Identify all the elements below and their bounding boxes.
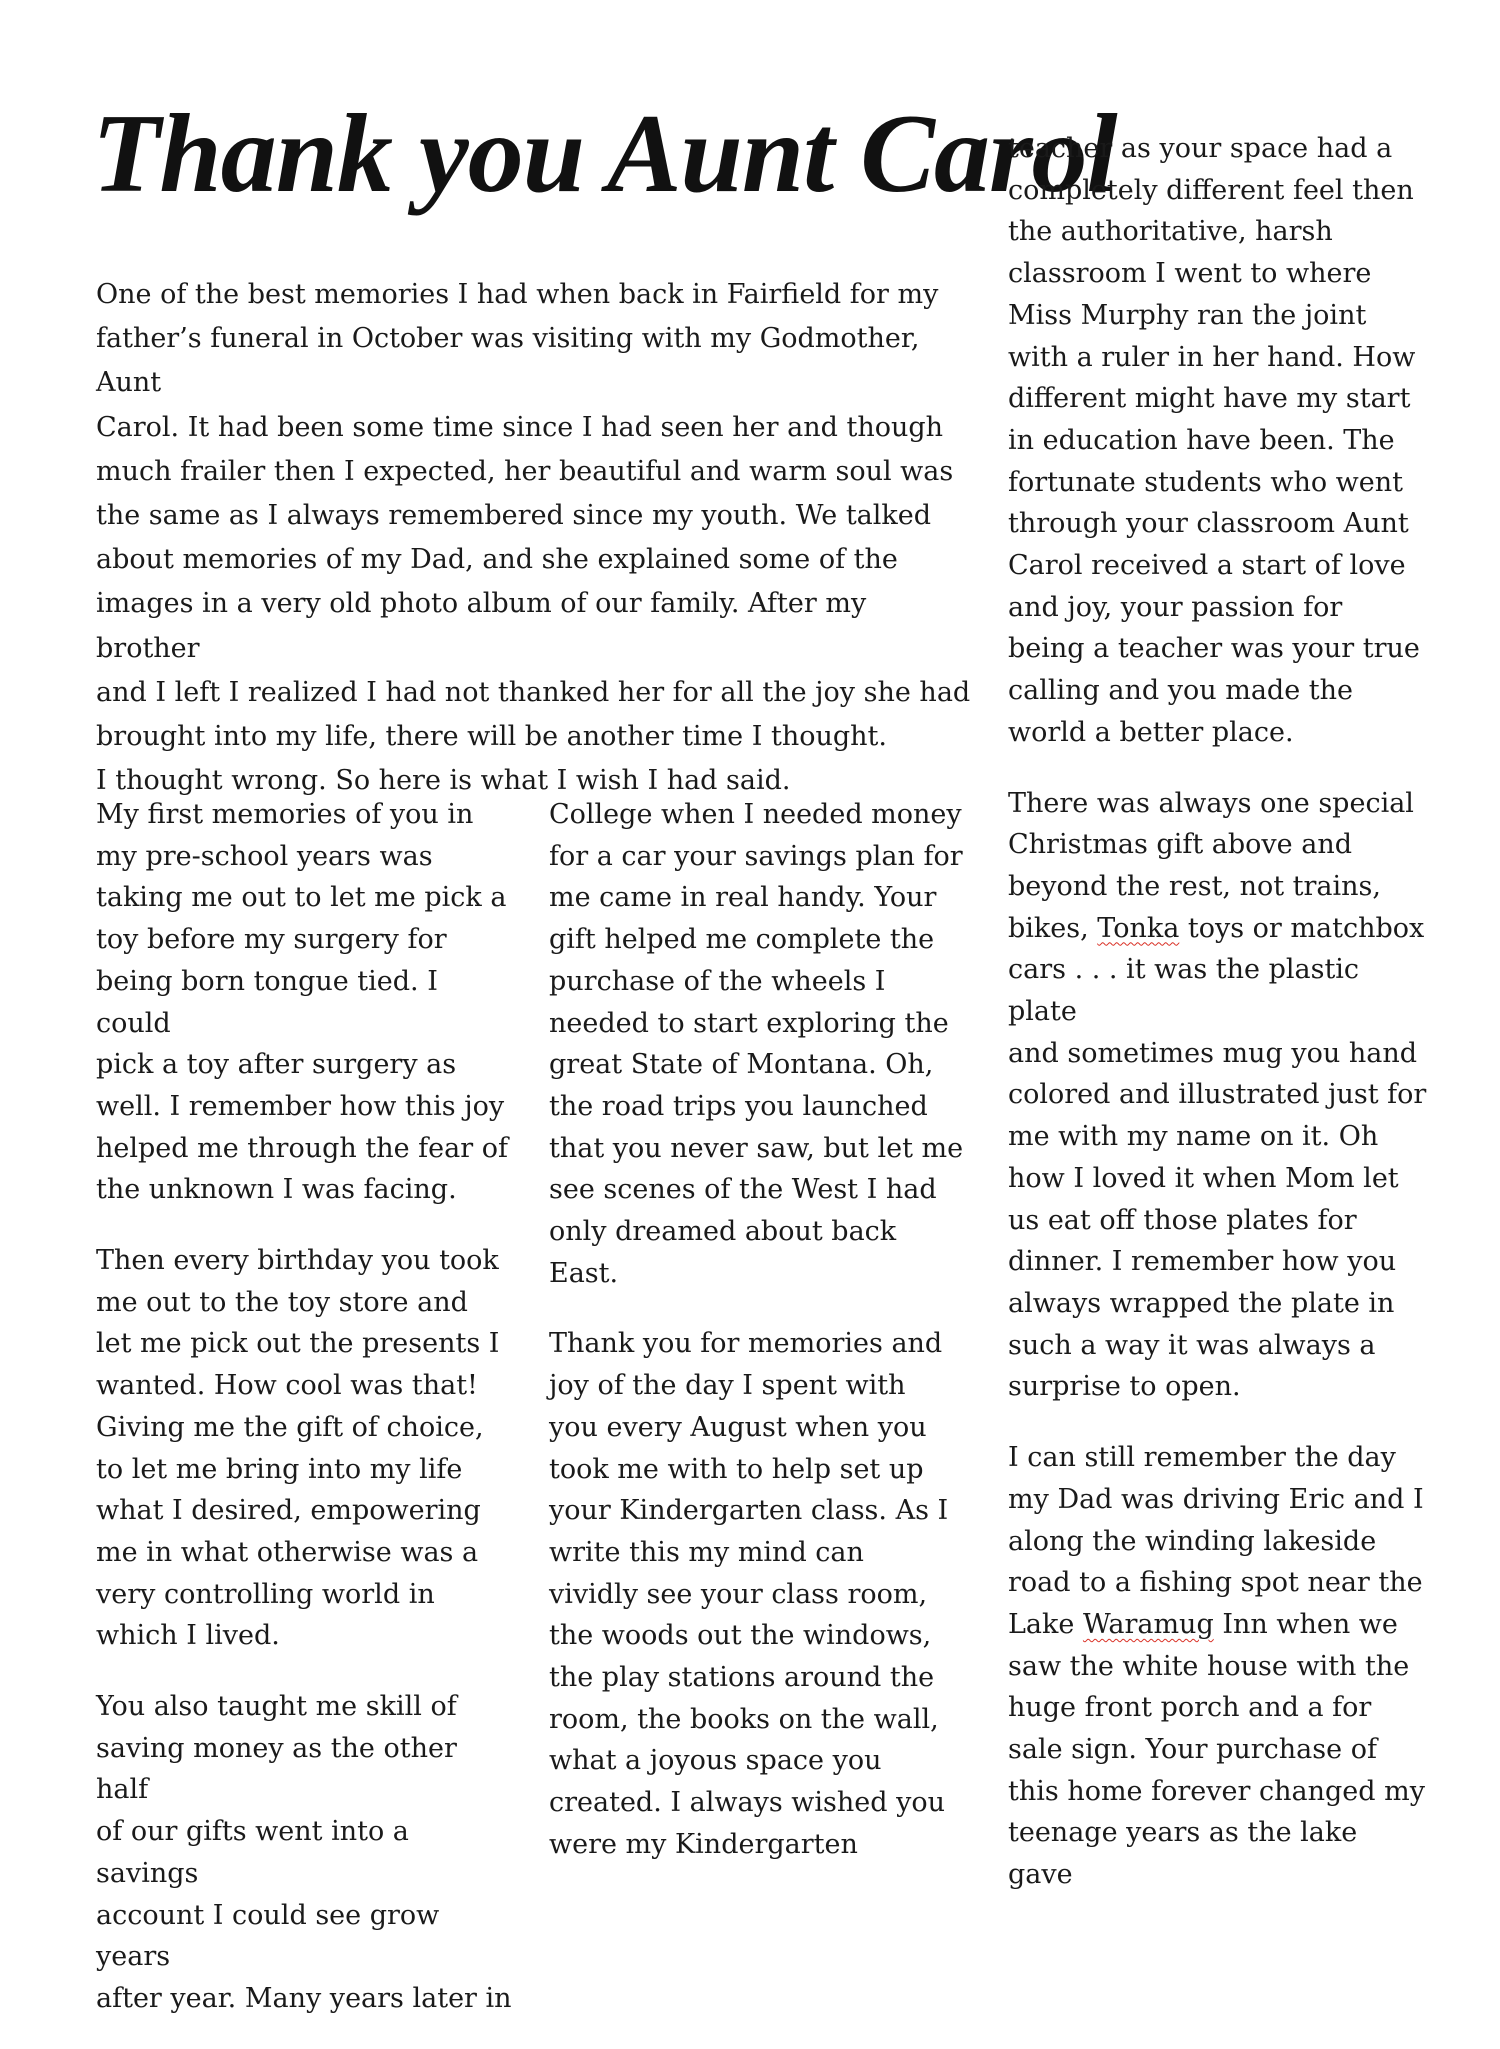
- spellcheck-flagged-word[interactable]: Tonka: [1097, 912, 1180, 944]
- text-run: Inn when we saw the white house with the huge front porch and a for sale sign. Your purchase of this home forever changed my teenage years as the lake gave: [1008, 1608, 1425, 1891]
- intro-paragraph: One of the best memories I had when back in Fairfield for my father’s funeral in October was visiting with my Godmother, Aunt Carol. It had been some time since I had seen her and though much frailer then I expected, her beautiful and warm soul was the same as I always remembered since my youth. We talked about memories of my Dad, and she explained some of the images in a very old photo album of our family. After my brother and I left I realized I had not thanked her for all the joy she had brought into my life, there will be another time I thought. I thought wrong. So here is what I wish I had said.: [96, 279, 971, 797]
- page-title: Thank you Aunt Carol: [92, 92, 1117, 216]
- text-run: There was always one special Christmas gift above and beyond the rest, not trains, bikes,: [1008, 787, 1414, 944]
- text-run: toys or matchbox cars . . . it was the plastic plate and sometimes mug you hand colored and illustrated just for me with my name on it. Oh how I loved it when Mom let us eat off those plates for dinner. I remember how you always wrapped the plate in such a way it was always a surprise to open.: [1008, 912, 1427, 1403]
- paragraph: [1008, 783, 1428, 1409]
- text-run: I can still remember the day my Dad was driving Eric and I along the winding lakeside road to a fishing spot near the Lake: [1008, 1442, 1424, 1640]
- paragraph: teacher as your space had a completely different feel then the authoritative, harsh classroom I went to where Miss Murphy ran the joint with a ruler in her hand. How different might have my start in education have been. The fortunate students who went through your classroom Aunt Carol received a start of love and joy, your passion for being a teacher was your true calling and you made the world a better place.: [1008, 133, 1420, 748]
- paragraph: Thank you for memories and joy of the day I spent with you every August when you took me with to help set up your Kindergarten class. As I write this my mind can vividly see your class room, the woods out the windows, the play stations around the room, the books on the wall, what a joyous space you created. I always wished you were my Kindergarten: [549, 1328, 949, 1860]
- paragraph: College when I needed money for a car your savings plan for me came in real handy. Your gift helped me complete the purchase of the wheels I needed to start exploring the great State of Montana. Oh, the road trips you launched that you never saw, but let me see scenes of the West I had only dreamed about back East.: [549, 799, 964, 1289]
- paragraph: [1008, 1437, 1428, 1896]
- paragraph: My first memories of you in my pre-school years was taking me out to let me pick a toy before my surgery for being born tongue tied. I could pick a toy after surgery as well. I remember how this joy helped me through the fear of the unknown I was facing.: [96, 799, 508, 1206]
- spellcheck-flagged-word[interactable]: Waramug: [1082, 1608, 1214, 1640]
- paragraph: Then every birthday you took me out to the toy store and let me pick out the presents I wanted. How cool was that! Giving me the gift of choice, to let me bring into my life what I desired, empowering me in what otherwise was a very controlling world in which I lived.: [96, 1245, 500, 1652]
- text-column-1: [96, 794, 516, 2049]
- text-column-3: [1008, 128, 1428, 1925]
- paragraph: You also taught me skill of saving money as the other half of our gifts went into a savings account I could see grow years after year. Many years later in: [96, 1691, 512, 2014]
- text-column-2: [549, 794, 969, 1895]
